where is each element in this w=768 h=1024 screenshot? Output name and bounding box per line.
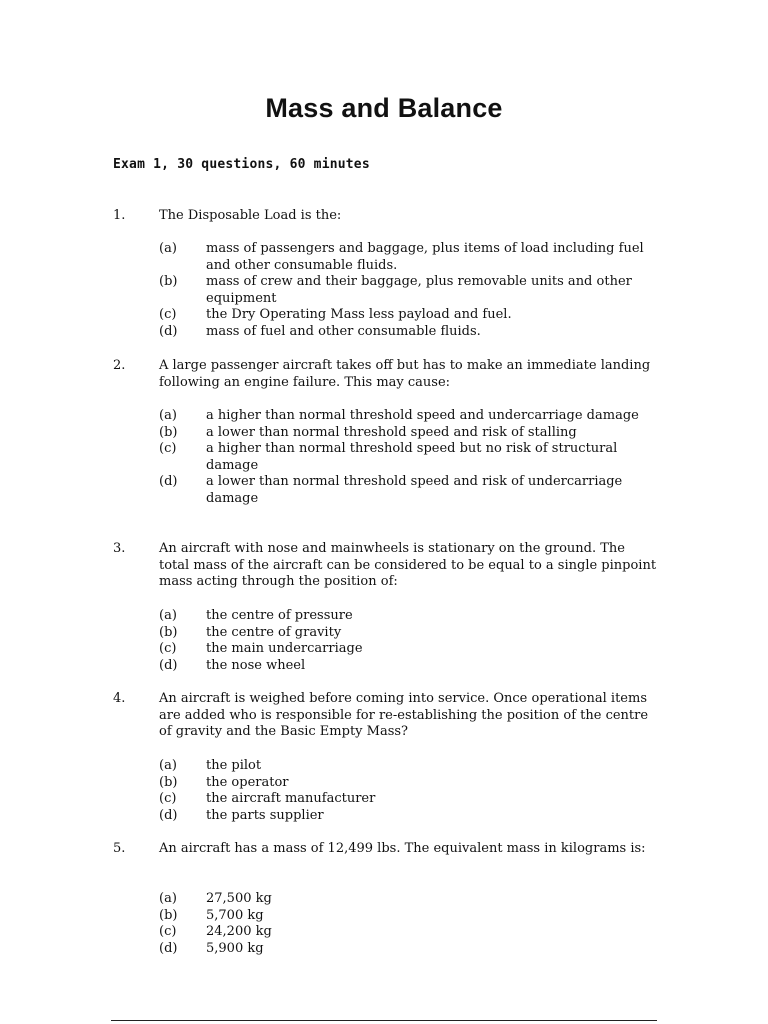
answer-option-b [0, 274, 768, 307]
answer-option-d [0, 324, 768, 341]
option-text: 5,700 kg [206, 907, 264, 923]
option-text: the centre of gravity [206, 624, 342, 640]
question-number: 1. [113, 208, 126, 223]
question-number: 3. [113, 541, 126, 556]
answer-option-d [0, 474, 768, 507]
option-letter: (d) [159, 323, 178, 339]
option-letter: (b) [159, 774, 178, 790]
answer-option-c [0, 924, 768, 941]
option-letter: (a) [159, 758, 177, 773]
answer-option-d [0, 658, 768, 675]
answer-options [0, 608, 768, 674]
question-text: An aircraft is weighed before coming into service. Once operational items are added who is responsible for re-establishing the position of the centre of gravity and the Basic Empty Mass? [159, 691, 649, 740]
option-letter: (c) [159, 924, 177, 940]
question-text: An aircraft has a mass of 12,499 lbs. The equivalent mass in kilograms is: [159, 841, 646, 856]
option-letter: (d) [159, 940, 178, 956]
question-text: The Disposable Load is the: [159, 208, 342, 223]
option-text: the operator [206, 774, 289, 790]
option-letter: (a) [159, 891, 177, 906]
option-text: a higher than normal threshold speed but no risk of structural damage [206, 441, 618, 473]
option-text: 5,900 kg [206, 940, 264, 956]
question-number: 4. [113, 691, 126, 706]
answer-option-b [0, 775, 768, 792]
answer-option-c [0, 641, 768, 658]
answer-options [0, 891, 768, 957]
option-text: mass of fuel and other consumable fluids. [206, 323, 481, 339]
answer-option-c [0, 441, 768, 474]
option-text: the centre of pressure [206, 608, 353, 623]
answer-option-a [0, 241, 768, 274]
option-letter: (c) [159, 307, 177, 323]
option-letter: (c) [159, 791, 177, 807]
question-text: An aircraft with nose and mainwheels is stationary on the ground. The total mass of the aircraft can be considered to be equal to a single pinpoint mass acting through the position of: [159, 541, 657, 590]
option-letter: (a) [159, 408, 177, 423]
option-text: the main undercarriage [206, 641, 363, 657]
option-text: mass of crew and their baggage, plus removable units and other equipment [206, 274, 632, 306]
option-letter: (d) [159, 807, 178, 823]
option-letter: (a) [159, 241, 177, 256]
option-text: mass of passengers and baggage, plus items of load including fuel and other consumable fluids. [206, 241, 644, 273]
option-letter: (a) [159, 608, 177, 623]
option-letter: (b) [159, 274, 178, 290]
option-text: the pilot [206, 758, 262, 773]
footer-rule [111, 1020, 657, 1021]
answer-options [0, 758, 768, 824]
answer-option-b [0, 908, 768, 925]
option-text: the aircraft manufacturer [206, 791, 376, 807]
option-text: 24,200 kg [206, 924, 272, 940]
answer-option-b [0, 425, 768, 442]
option-letter: (b) [159, 424, 178, 440]
question-text: A large passenger aircraft takes off but has to make an immediate landing following an engine failure. This may cause: [159, 358, 651, 390]
answer-option-d [0, 941, 768, 958]
option-text: 27,500 kg [206, 891, 272, 906]
answer-option-b [0, 625, 768, 642]
option-text: the Dry Operating Mass less payload and fuel. [206, 307, 512, 323]
option-text: a lower than normal threshold speed and risk of stalling [206, 424, 577, 440]
answer-option-a [0, 608, 768, 625]
question-number: 2. [113, 358, 126, 373]
option-text: the parts supplier [206, 807, 324, 823]
option-letter: (d) [159, 657, 178, 673]
option-letter: (b) [159, 624, 178, 640]
answer-option-a [0, 758, 768, 775]
answer-option-a [0, 408, 768, 425]
answer-option-a [0, 891, 768, 908]
answer-options [0, 241, 768, 341]
option-letter: (b) [159, 907, 178, 923]
page-title: Mass and Balance [265, 93, 503, 123]
answer-option-d [0, 808, 768, 825]
answer-option-c [0, 307, 768, 324]
answer-options [0, 408, 768, 508]
option-text: a higher than normal threshold speed and undercarriage damage [206, 408, 639, 423]
option-text: the nose wheel [206, 657, 306, 673]
exam-subtitle: Exam 1, 30 questions, 60 minutes [113, 157, 370, 172]
option-letter: (c) [159, 641, 177, 657]
option-letter: (c) [159, 441, 177, 457]
answer-option-c [0, 791, 768, 808]
option-letter: (d) [159, 474, 178, 490]
question-number: 5. [113, 841, 126, 856]
option-text: a lower than normal threshold speed and risk of undercarriage damage [206, 474, 623, 506]
